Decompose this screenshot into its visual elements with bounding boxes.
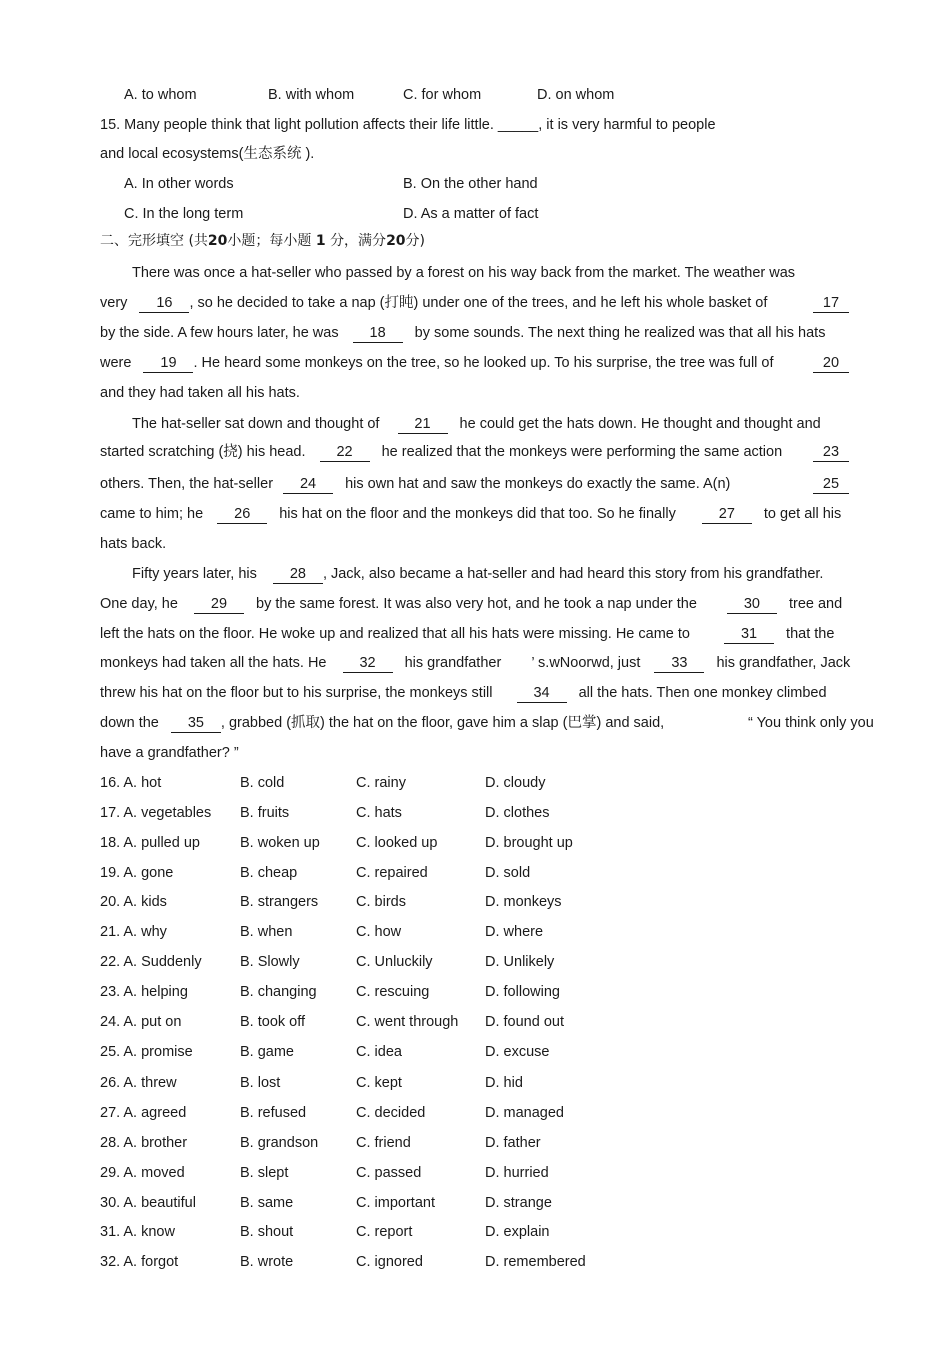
passage-p2-line5: hats back. [100,536,167,552]
q15-stem-line2: and local ecosystems(生态系统 ). [100,146,315,162]
question-option-a[interactable]: 18. A. pulled up [100,835,200,851]
q15-option-c: C. In the long term [124,206,244,222]
question-option-c[interactable]: C. rainy [356,775,406,791]
blank-28[interactable]: 28 [273,565,323,584]
passage-p3-line7: have a grandfather? ” [100,745,239,761]
blank-32[interactable]: 32 [343,654,393,673]
passage-p2-line2: started scratching (挠) his head. 22 he realized that the monkeys were performing the same action [100,444,783,460]
question-option-c[interactable]: C. passed [356,1165,422,1181]
blank-22[interactable]: 22 [320,443,370,462]
question-option-d[interactable]: D. father [485,1135,541,1151]
question-option-a[interactable]: 30. A. beautiful [100,1195,196,1211]
q14-option-c: C. for whom [403,87,482,103]
blank-18[interactable]: 18 [353,324,403,343]
blank-29[interactable]: 29 [194,595,244,614]
question-option-d[interactable]: D. remembered [485,1254,586,1270]
passage-p2-line1: The hat-seller sat down and thought of 21 he could get the hats down. He thought and thought and [132,416,821,432]
question-option-a[interactable]: 32. A. forgot [100,1254,179,1270]
question-option-d[interactable]: D. found out [485,1014,564,1030]
blank-31[interactable]: 31 [724,625,774,644]
question-option-b[interactable]: B. took off [240,1014,306,1030]
passage-p3-line4: monkeys had taken all the hats. He 32 his grandfather ’ s.wNoorwd, just 33 his grandfather, Jack [100,655,851,671]
question-option-c[interactable]: C. birds [356,894,406,910]
question-option-a[interactable]: 17. A. vegetables [100,805,212,821]
q15-stem-line1: 15. Many people think that light pollution affects their life little. _____, it is very harmful to people [100,117,716,133]
question-option-a[interactable]: 20. A. kids [100,894,167,910]
question-option-b[interactable]: B. slept [240,1165,289,1181]
question-option-d[interactable]: D. brought up [485,835,573,851]
question-option-a[interactable]: 29. A. moved [100,1165,185,1181]
passage-p3-line6: down the 35 , grabbed (抓取) the hat on the floor, gave him a slap (巴掌) and said, [100,715,665,731]
passage-p3-quote: “ You think only you [748,715,874,731]
blank-33[interactable]: 33 [654,654,704,673]
question-option-c[interactable]: C. repaired [356,865,428,881]
passage-p1-line3: by the side. A few hours later, he was 18 by some sounds. The next thing he realized was that all his hats [100,325,826,341]
blank-23[interactable]: 23 [813,443,849,462]
question-option-b[interactable]: B. fruits [240,805,290,821]
question-option-b[interactable]: B. when [240,924,293,940]
question-option-d[interactable]: D. managed [485,1105,564,1121]
question-option-b[interactable]: B. woken up [240,835,320,851]
passage-p1-line4: were 19 . He heard some monkeys on the tree, so he looked up. To his surprise, the tree was full of [100,355,774,371]
question-option-d[interactable]: D. excuse [485,1044,550,1060]
question-option-b[interactable]: B. cold [240,775,285,791]
passage-p1-line5: and they had taken all his hats. [100,385,300,401]
q14-option-b: B. with whom [268,87,355,103]
question-option-c[interactable]: C. hats [356,805,402,821]
question-option-b[interactable]: B. changing [240,984,317,1000]
question-option-c[interactable]: C. Unluckily [356,954,433,970]
question-option-c[interactable]: C. looked up [356,835,438,851]
q15-option-d: D. As a matter of fact [403,206,539,222]
question-option-b[interactable]: B. strangers [240,894,319,910]
blank-25[interactable]: 25 [813,475,849,494]
question-option-d[interactable]: D. cloudy [485,775,546,791]
question-option-b[interactable]: B. shout [240,1224,294,1240]
question-option-c[interactable]: C. report [356,1224,413,1240]
question-option-b[interactable]: B. refused [240,1105,307,1121]
passage-p3-line2: One day, he 29 by the same forest. It was also very hot, and he took a nap under the 30 tree and [100,596,843,612]
question-option-b[interactable]: B. cheap [240,865,298,881]
q14-option-a: A. to whom [124,87,197,103]
question-option-d[interactable]: D. monkeys [485,894,562,910]
question-option-d[interactable]: D. clothes [485,805,550,821]
blank-34[interactable]: 34 [517,684,567,703]
question-option-b[interactable]: B. game [240,1044,294,1060]
question-option-a[interactable]: 22. A. Suddenly [100,954,202,970]
q14-option-d: D. on whom [537,87,615,103]
blank-19[interactable]: 19 [143,354,193,373]
question-option-c[interactable]: C. how [356,924,402,940]
question-option-c[interactable]: C. important [356,1195,435,1211]
question-option-c[interactable]: C. kept [356,1075,402,1091]
question-option-c[interactable]: C. idea [356,1044,402,1060]
q15-option-b: B. On the other hand [403,176,538,192]
question-option-a[interactable]: 16. A. hot [100,775,162,791]
passage-p1-line2: very 16 , so he decided to take a nap (打盹) under one of the trees, and he left his whole basket of [100,295,768,311]
question-option-a[interactable]: 26. A. threw [100,1075,177,1091]
question-option-a[interactable]: 21. A. why [100,924,167,940]
blank-17[interactable]: 17 [813,294,849,313]
blank-30[interactable]: 30 [727,595,777,614]
blank-21[interactable]: 21 [398,415,448,434]
question-option-c[interactable]: C. decided [356,1105,426,1121]
question-option-c[interactable]: C. rescuing [356,984,430,1000]
question-option-c[interactable]: C. friend [356,1135,411,1151]
passage-p3-line1: Fifty years later, his 28 , Jack, also became a hat-seller and had heard this story from his grandfather. [132,566,824,582]
question-option-d[interactable]: D. Unlikely [485,954,555,970]
passage-p3-line3: left the hats on the floor. He woke up and realized that all his hats were missing. He came to 31 that the [100,626,835,642]
blank-35[interactable]: 35 [171,714,221,733]
question-option-d[interactable]: D. where [485,924,544,940]
question-option-a[interactable]: 23. A. helping [100,984,188,1000]
question-option-a[interactable]: 28. A. brother [100,1135,188,1151]
question-option-d[interactable]: D. strange [485,1195,552,1211]
passage-p1-line1: There was once a hat-seller who passed by a forest on his way back from the market. The weather was [132,265,796,281]
blank-26[interactable]: 26 [217,505,267,524]
passage-p3-line5: threw his hat on the floor but to his surprise, the monkeys still 34 all the hats. Then one monkey climbed [100,685,827,701]
question-option-b[interactable]: B. lost [240,1075,281,1091]
question-option-a[interactable]: 31. A. know [100,1224,175,1240]
question-option-d[interactable]: D. following [485,984,560,1000]
question-option-c[interactable]: C. went through [356,1014,459,1030]
passage-p2-line3: others. Then, the hat-seller 24 his own hat and saw the monkeys do exactly the same. A(n) [100,476,731,492]
question-option-d[interactable]: D. hid [485,1075,523,1091]
question-option-b[interactable]: B. Slowly [240,954,300,970]
question-option-d[interactable]: D. explain [485,1224,550,1240]
q15-option-a: A. In other words [124,176,234,192]
question-option-b[interactable]: B. wrote [240,1254,294,1270]
question-option-a[interactable]: 19. A. gone [100,865,174,881]
question-option-a[interactable]: 25. A. promise [100,1044,193,1060]
question-option-a[interactable]: 27. A. agreed [100,1105,187,1121]
question-option-b[interactable]: B. same [240,1195,294,1211]
question-option-d[interactable]: D. hurried [485,1165,549,1181]
blank-24[interactable]: 24 [283,475,333,494]
question-option-a[interactable]: 24. A. put on [100,1014,182,1030]
blank-27[interactable]: 27 [702,505,752,524]
passage-p2-line4: came to him; he 26 his hat on the floor and the monkeys did that too. So he finally 27 to get all his [100,506,842,522]
question-option-d[interactable]: D. sold [485,865,531,881]
blank-16[interactable]: 16 [139,294,189,313]
question-option-b[interactable]: B. grandson [240,1135,319,1151]
blank-20[interactable]: 20 [813,354,849,373]
question-option-c[interactable]: C. ignored [356,1254,423,1270]
section-2-title: 二、完形填空 (共20小题；每小题 1 分，满分20分) [100,233,426,249]
